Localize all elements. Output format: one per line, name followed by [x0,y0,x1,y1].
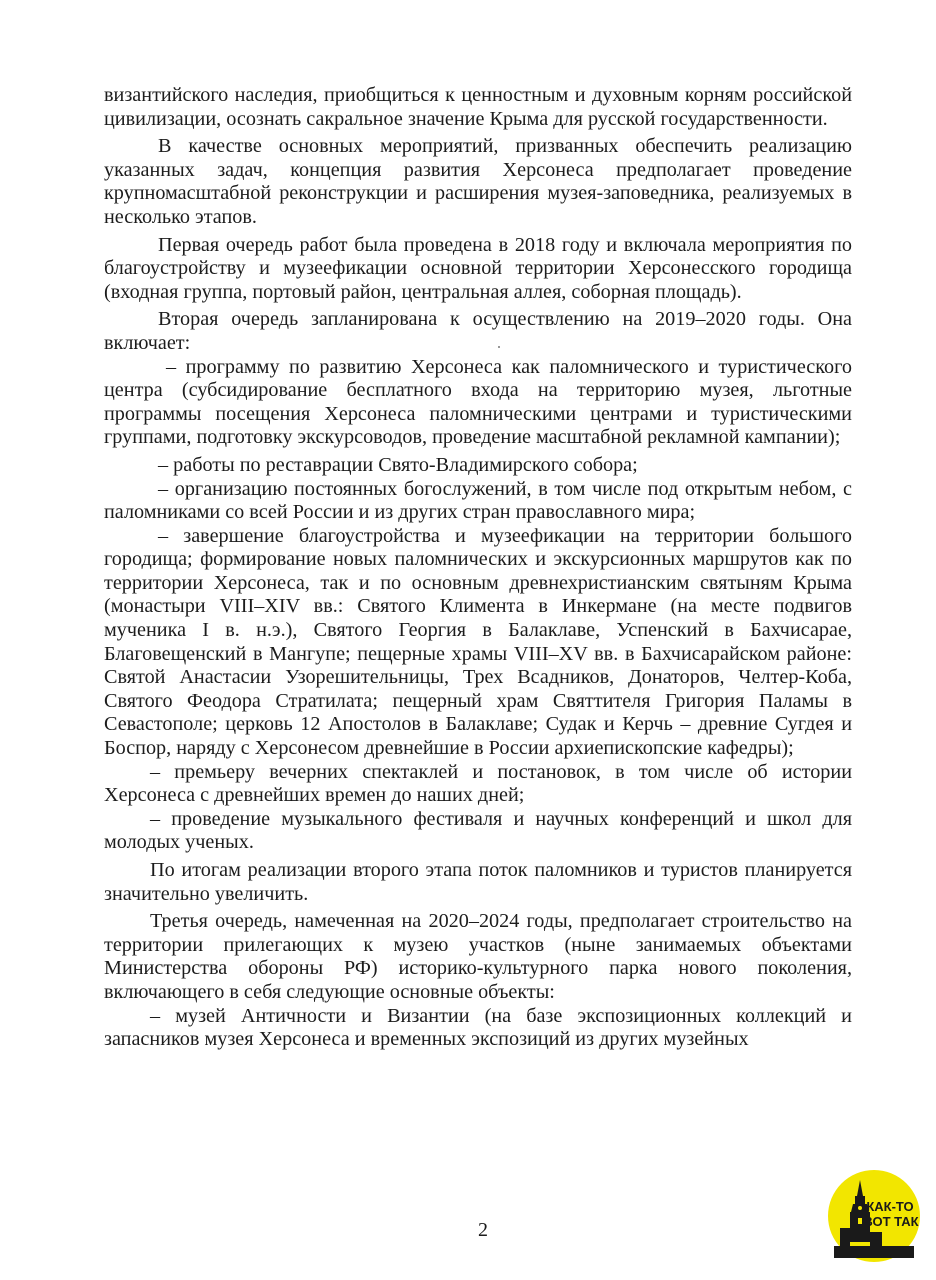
paragraph: В качестве основных мероприятий, призванных обеспечить реализацию указанных задач, концепция развития Херсонеса предполагает проведение крупномасштабной реконструкции и расширения музея-заповедника, реализуемых в несколько этапов. [104,135,852,228]
logo-text-line2: ВОТ ТАК [863,1214,919,1229]
list-item: – работы по реставрации Свято-Владимирского собора; [158,453,638,476]
watermark-logo [826,1168,922,1264]
paragraph: По итогам реализации второго этапа поток паломников и туристов планируется значительно увеличить. [104,859,852,905]
list-item: – музей Античности и Византии (на базе экспозиционных коллекций и запасников музея Херсонеса и временных экспозиций из других музейных [104,1004,852,1051]
list-item: – завершение благоустройства и музеефикации на территории большого городища; формирование новых паломнических и экскурсионных маршрутов как по территории Херсонеса, так и по основным древнехристианским святыням Крыма (монастыри VIII–XIV вв.: Святого Климента в Инкермане (на месте подвигов мученика I в. н.э.), Святого Георгия в Балаклаве, Успенский в Бахчисарае, Благовещенский в Мангупе; пещерные храмы VIII–XV вв. в Бахчисарайском районе: Святой Анастасии Узорешительницы, Трех Всадников, Донаторов, Челтер-Коба, Святого Феодора Стратилата; пещерный храм Святтителя Григория Паламы в Севастополе; церковь 12 Апостолов в Балаклаве; Судак и Керчь – древние Сугдея и Боспор, наряду с Херсонесом древнейшие в России архиепископские кафедры); [104,524,852,760]
paragraph: Третья очередь, намеченная на 2020–2024 годы, предполагает строительство на территории прилегающих к музею участков (ныне занимаемых объектами Министерства обороны РФ) историко-культурного парка нового поколения, включающего в себя следующие основные объекты: [104,910,852,1003]
list-item: – организацию постоянных богослужений, в том числе под открытым небом, с паломниками со всей России и из других стран православного мира; [104,477,852,524]
list-item: – премьеру вечерних спектаклей и постановок, в том числе об истории Херсонеса с древнейших времен до наших дней; [104,760,852,807]
scan-speck [498,346,500,348]
paragraph: Вторая очередь запланирована к осуществлению на 2019–2020 годы. Она включает: [104,308,852,354]
logo-text-line1: КАК-ТО [866,1199,914,1214]
list-item: – проведение музыкального фестиваля и научных конференций и школ для молодых ученых. [104,807,852,854]
page-number: 2 [478,1219,488,1241]
paragraph: византийского наследия, приобщиться к ценностным и духовным корням российской цивилизации, осознать сакральное значение Крыма для русской государственности. [104,84,852,130]
document-body [104,84,852,1052]
paragraph: Первая очередь работ была проведена в 2018 году и включала мероприятия по благоустройству и музеефикации основной территории Херсонесского городища (входная группа, портовый район, центральная аллея, соборная площадь). [104,233,852,303]
list-item: – программу по развитию Херсонеса как паломнического и туристического центра (субсидирование бесплатного входа на территорию музея, льготные программы посещения Херсонеса паломническими центрами и туристическими группами, подготовку экскурсоводов, проведение масштабной рекламной кампании); [104,355,852,449]
